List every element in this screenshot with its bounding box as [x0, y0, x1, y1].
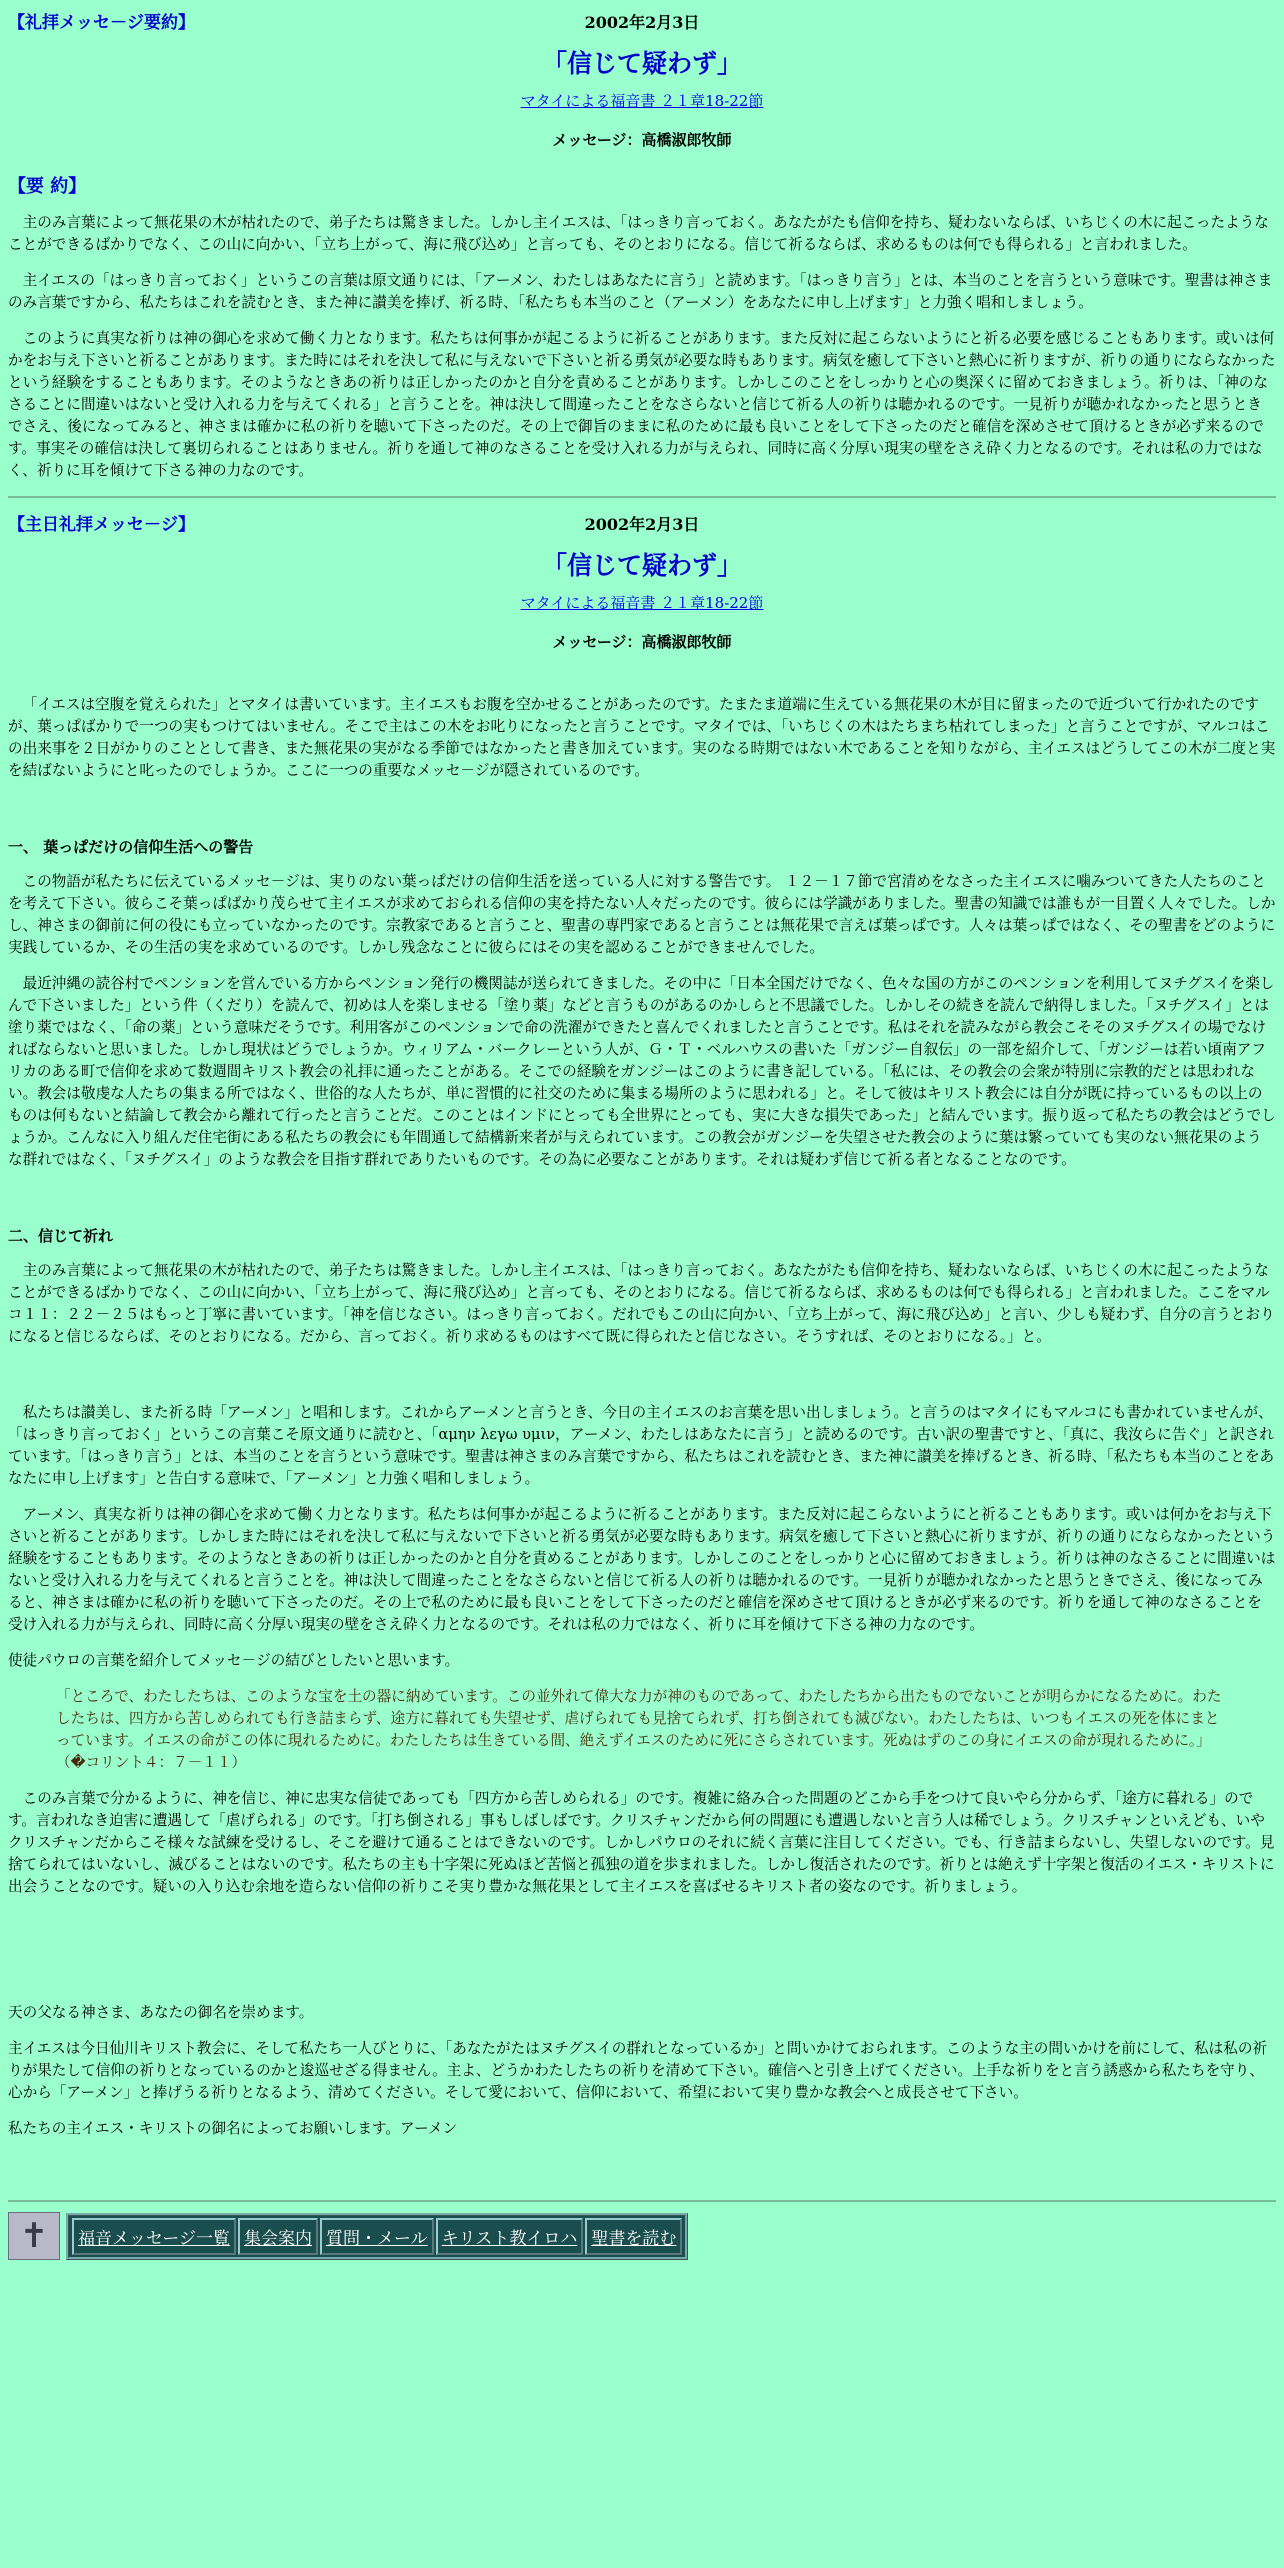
scripture-link[interactable]: マタイによる福音書 ２１章18-22節 [520, 92, 764, 110]
body-paragraph: この物語が私たちに伝えているメッセ－ジは、実りのない葉っぱだけの信仰生活を送っている人に対する警告です。 １２－１７節で宮清めをなさった主イエスに噛みついてきた人たちのことを考えて下さい。彼らこそ葉っぱばかり茂らせて主イエスが求めておられる信仰の実を持たない人々だったのです。彼らには学識がありました。聖書の知識では誰もが一目置く人々でした。しかし、神さまの御前に何の役にも立っていなかったのです。宗教家であると言うこと、聖書の専門家であると言うことは無花果で言えば葉っぱです。人々は葉っぱではなく、その聖書をどのように実践しているか、その生活の実を求めているのです。しかし残念なことに彼らにはその実を認めることができませんでした。 [8, 873, 1276, 956]
cross-icon: ✝ [8, 2212, 60, 2260]
summary-paragraph: 主のみ言葉によって無花果の木が枯れたので、弟子たちは驚きました。しかし主イエスは、「はっきり言っておく。あなたがたも信仰を持ち、疑わないならば、いちじくの木に起こったようなことができるばかりでなく、この山に向かい、「立ち上がって、海に飛び込め」と言っても、そのとおりになる。信じて祈るならば、求めるものは何でも得られる」と言われました。 [8, 214, 1269, 253]
section2-speaker: メッセージ：高橋淑郎牧師 [552, 633, 732, 651]
nav-messages[interactable]: 福音メッセージ一覧 [72, 2218, 236, 2255]
heading-one: 一、 葉っぱだけの信仰生活への警告 [8, 838, 254, 856]
section2-date: 2002年2月3日 [584, 515, 700, 534]
scripture-link[interactable]: マタイによる福音書 ２１章18-22節 [520, 594, 764, 612]
nav-basics[interactable]: キリスト教イロハ [436, 2218, 584, 2255]
divider [8, 496, 1276, 498]
body-paragraph: アーメン、真実な祈りは神の御心を求めて働く力となります。私たちは何事かが起こるように祈ることがあります。また反対に起こらないようにと祈ることもあります。或いは何かをお与え下さいと祈ることがあります。しかしまた時にはそれを決して私に与えないで下さいと祈る勇気が必要な時もあります。病気を癒して下さいと熱心に祈りますが、祈りの通りにならなかったという経験をすることもあります。そのようなときあの祈りは正しかったのかと自分を責めることがあります。しかしこのことをしっかりと心に留めておきましょう。祈りは神のなさることに間違いはないと受け入れる力を与えてくれると言うことを。神は決して間違ったことをなさらないと信じて祈る人の祈りは聴かれるのです。一見祈りが聴かれなかったと思うときでさえ、後になってみると、神さまは確かに私の祈りを聴いて下さったのだ。その上で私のために最も良いことをして下さったのだと確信を深めさせて頂けるときが必ず来るのです。祈りを通して神のなさることを受け入れる力が与えられ、同時に高く分厚い現実の壁をさえ砕く力となるのです。それは私の力ではなく、祈りに耳を傾けて下さる神の力なのです。 [8, 1506, 1276, 1633]
section1-scripture-ref [8, 90, 1276, 111]
summary-paragraph: このように真実な祈りは神の御心を求めて働く力となります。私たちは何事かが起こるように祈ることがあります。また反対に起こらないようにと祈る必要を感じることもあります。或いは何かをお与え下さいと祈ることがあります。また時にはそれを決して私に与えないで下さいと祈る勇気が必要な時もあります。病気を癒して下さいと熱心に祈りますが、祈りの通りにならなかったという経験をすることもあります。そのようなときあの祈りは正しかったのかと自分を責めることがあります。しかしこのことをしっかりと心の奥深くに留めておきましょう。祈りは、「神のなさることに間違いはないと受け入れる力を与えてくれる」と言うことを。神は決して間違ったことをなさらないと信じて祈る人の祈りは聴かれるのです。一見祈りが聴かれなかったと思うときでさえ、後になってみると、神さまは確かに私の祈りを聴いて下さったのだ。その上で御旨のままに私のために最も良いことをして下さったのだと確信を深めさせて頂けるときが必ず来るのです。事実その確信は決して裏切られることはありません。祈りを通して神のなさることを受け入れる力が与えられ、同時に高く分厚い現実の壁をさえ砕く力となるのです。それは私の力ではなく、祈りに耳を傾けて下さる神の力なのです。 [8, 330, 1276, 479]
prayer-closing: 私たちの主イエス・キリストの御名によってお願いします。アーメン [8, 2120, 458, 2137]
section2-title: 「信じて疑わず」 [541, 551, 742, 580]
body-paragraph: 私たちは讃美し、また祈る時「アーメン」と唱和します。これからアーメンと言うとき、今日の主イエスのお言葉を思い出しましょう。と言うのはマタイにもマルコにも書かれていませんが、「はっきり言っておく」というこの言葉こそ原文通りに読むと、「αμην λεγω υμιν，アーメン、わたしはあなたに言う」と読めるのです。古い訳の聖書ですと、「真に、我汝らに告ぐ」と訳されています。「はっきり言う」とは、本当のことを言うという意味です。聖書は神さまのみ言葉ですから、私たちはこれを読むとき、また神に讃美を捧げるとき、祈る時、「私たちも本当のことをあなたに申し上げます」と告白する意味で、「アーメン」と力強く唱和しましょう。 [8, 1404, 1275, 1487]
scripture-quote: 「ところで、わたしたちは、このような宝を土の器に納めています。この並外れて偉大な力が神のものであって、わたしたちから出たものでないことが明らかになるために。わたしたちは、四方から苦しめられても行き詰まらず、途方に暮れても失望せず、虐げられても見捨てられず、打ち倒されても滅びない。わたしたちは、いつもイエスの死を体にまとっています。イエスの命がこの体に現れるために。わたしたちは生きている間、絶えずイエスのために死にさらされています。死ぬはずのこの身にイエスの命が現れるために。」（�コリント４：７－１１） [56, 1688, 1222, 1771]
section1-title: 「信じて疑わず」 [541, 49, 742, 78]
body-paragraph: 主のみ言葉によって無花果の木が枯れたので、弟子たちは驚きました。しかし主イエスは、「はっきり言っておく。あなたがたも信仰を持ち、疑わないならば、いちじくの木に起こったようなことができるばかりでなく、この山に向かい、「立ち上がって、海に飛び込め」と言っても、そのとおりになる。信じて祈るならば、求めるものは何でも得られる」と言われました。ここをマルコ１１：２２－２５はもっと丁寧に書いています。「神を信じなさい。はっきり言っておく。だれでもこの山に向かい、「立ち上がって、海に飛び込め」と言い、少しも疑わず、自分の言うとおりになると信じるならば、そのとおりになる。だから、言っておく。祈り求めるものはすべて既に得られたと信じなさい。そうすれば、そのとおりになる。」と。 [8, 1262, 1275, 1345]
section2-header [8, 508, 1276, 542]
nav-bible[interactable]: 聖書を読む [585, 2218, 682, 2255]
divider [8, 2200, 1276, 2202]
pre-quote-text: 使徒パウロの言葉を紹介してメッセ－ジの結びとしたいと思います。 [8, 1652, 460, 1669]
footer-nav-bar [8, 2212, 1276, 2260]
summary-heading: 【要 約】 [8, 176, 87, 197]
intro-paragraph: 「イエスは空腹を覚えられた」とマタイは書いています。主イエスもお腹を空かせることがあったのです。たまたま道端に生えている無花果の木が目に留まったので近づいて行かれたのですが、葉っぱばかりで一つの実もつけてはいません。そこで主はこの木をお叱りになったと言うことです。マタイでは、「いちじくの木はたちまち枯れてしまった」と言うことですが、マルコはこの出来事を２日がかりのこととして書き、また無花果の実がなる季節ではなかったと書き加えています。実のなる時期ではない木であることを知りながら、主イエスはどうしてこの木が二度と実を結ばないようにと叱ったのでしょうか。ここに一つの重要なメッセ－ジが隠されているのです。 [8, 696, 1276, 779]
summary-paragraph: 主イエスの「はっきり言っておく」というこの言葉は原文通りには、「アーメン、わたしはあなたに言う」と読めます。「はっきり言う」とは、本当のことを言うという意味です。聖書は神さまのみ言葉ですから、私たちはこれを読むとき、また神に讃美を捧げ、祈る時、「私たちも本当のこと（アーメン）をあなたに申し上げます」と力強く唱和しましょう。 [8, 272, 1273, 311]
nav-menu [66, 2213, 688, 2260]
section1-header [8, 6, 1276, 40]
section1-date: 2002年2月3日 [584, 13, 700, 32]
nav-meetings[interactable]: 集会案内 [238, 2218, 318, 2255]
nav-contact[interactable]: 質問・メール [320, 2218, 434, 2255]
section2-scripture-ref [8, 592, 1276, 613]
section2-label: 【主日礼拝メッセ－ジ】 [8, 515, 195, 535]
prayer-body: 主イエスは今日仙川キリスト教会に、そして私たち一人びとりに、「あなたがたはヌチグスイの群れとなっているか」と問いかけておられます。このような主の問いかけを前にして、私は私の祈りが果たして信仰の祈りとなっているのかと逡巡せざる得ません。主よ、どうかわたしたちの祈りを清めて下さい。確信へと引き上げてください。上手な祈りをと言う誘惑から私たちを守り、心から「アーメン」と捧げうる祈りとなるよう、清めてください。そして愛において、信仰において、希望において実り豊かな教会へと成長させて下さい。 [8, 2040, 1268, 2101]
prayer-opening: 天の父なる神さま、あなたの御名を崇めます。 [8, 2004, 314, 2021]
body-paragraph: 最近沖縄の読谷村でペンションを営んでいる方からペンション発行の機関誌が送られてきました。その中に「日本全国だけでなく、色々な国の方がこのペンションを利用してヌチグスイを楽しんで下さいました」という件（くだり）を読んで、初めは人を楽しませる「塗り薬」などと言うものがあるのかしらと不思議でした。しかしその続きを読んで納得しました。「ヌチグスイ」とは塗り薬ではなく、「命の薬」という意味だそうです。利用客がこのペンションで命の洗濯ができたと喜んでくれましたと言うことです。私はそれを読みながら教会こそそのヌチグスイの場でなければならないと思いました。しかし現状はどうでしょうか。ウィリアム・バークレーという人が、Ｇ・Ｔ・ベルハウスの書いた「ガンジー自叙伝」の一部を紹介して、「ガンジーは若い頃南アフリカのある町で信仰を求めて数週間キリスト教会の礼拝に通ったことがある。そこでの経験をガンジーはこのように書き記している。「私には、その教会の会衆が特別に宗教的だとは思われない。教会は敬虔な人たちの集まる所ではなく、世俗的な人たちが、単に習慣的に社交のために集まる場所のように思われる」と。そして彼はキリスト教会には自分が既に持っているもの以上のものは何もないと結論して教会から離れて行ったと言うことだ。このことはインドにとっても全世界にとっても、実に大きな損失であった」と結んでいます。振り返って私たちの教会はどうでしょうか。こんなに入り組んだ住宅街にある私たちの教会にも年間通して結構新来者が与えられています。この教会がガンジーを失望させた教会のように葉は繁っていても実のない無花果のような群れではなく、「ヌチグスイ」のような教会を目指す群れでありたいものです。その為に必要なことがあります。それは疑わず信じて祈る者となることなのです。 [8, 975, 1276, 1168]
body-paragraph: このみ言葉で分かるように、神を信じ、神に忠実な信徒であっても「四方から苦しめられる」のです。複雑に絡み合った問題のどこから手をつけて良いやら分からず、「途方に暮れる」のです。言われなき迫害に遭遇して「虐げられる」のです。「打ち倒される」事もしばしばです。クリスチャンだから何の問題にも遭遇しないと言う人は稀でしょう。クリスチャンといえども、いやクリスチャンだからこそ様々な試練を受けるし、そこを避けて通ることはできないのです。しかしパウロのそれに続く言葉に注目してください。でも、行き詰まらないし、失望しないのです。見捨てられてはいないし、滅びることはないのです。私たちの主も十字架に死ぬほど苦悩と孤独の道を歩まれました。しかし復活されたのです。祈りとは絶えず十字架と復活のイエス・キリストに出会うことなのです。疑いの入り込む余地を造らない信仰の祈りこそ実り豊かな無花果として主イエスを喜ばせるキリスト者の姿なのです。祈りましょう。 [8, 1790, 1275, 1895]
section1-label: 【礼拝メッセ－ジ要約】 [8, 13, 195, 33]
section1-speaker: メッセージ：高橋淑郎牧師 [552, 131, 732, 149]
heading-two: 二、信じて祈れ [8, 1227, 114, 1245]
